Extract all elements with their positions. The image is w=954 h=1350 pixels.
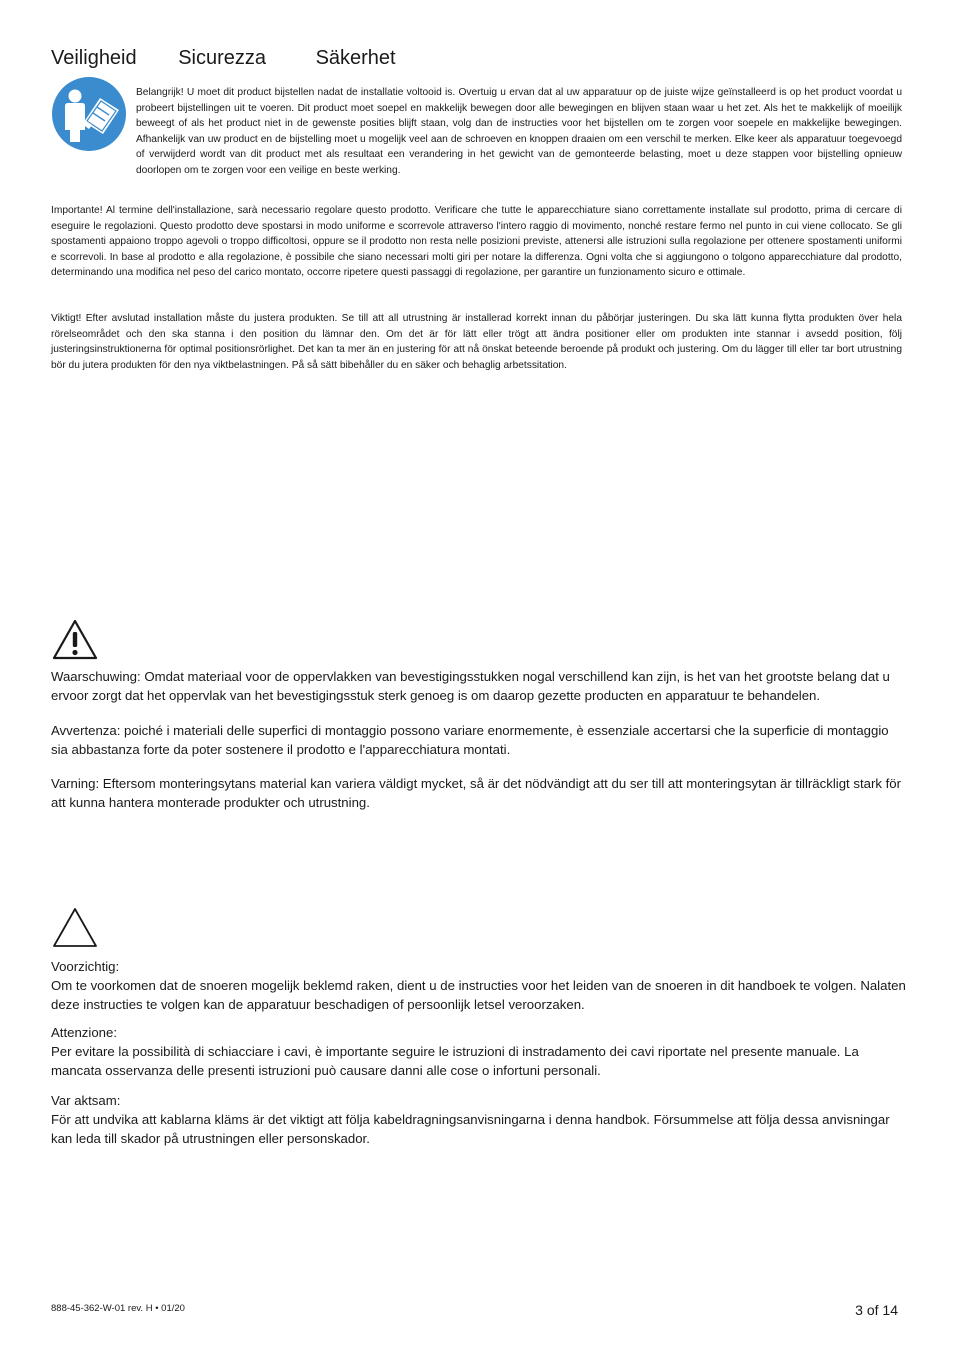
title-swedish: Säkerhet (315, 47, 396, 69)
caution-body-italian: Per evitare la possibilità di schiacciare i cavi, è importante seguire le istruzioni di instradamento dei cavi riportate nel presente manuale. La mancata osservanza delle presenti istruzioni può causare danni alle cose o infortuni personali. (51, 1044, 859, 1078)
important-notice-italian: Importante! Al termine dell'installazione, sarà necessario regolare questo prodotto. Verificare che tutte le apparecchiature siano correttamente installate sul prodotto, prima di cercare di eseguire le regolazioni. Questo prodotto deve spostarsi in modo uniforme e scorrevole attraverso l'intero raggio di movimento, nonché restare fermo nel punto in cui viene collocato. Se gli spostamenti appaiono troppo agevoli o troppo difficoltosi, oppure se il prodotto non resta nelle posizioni previste, attenersi alle istruzioni sulla regolazione per ottenere spostamenti uniformi e scorrevoli. In base al prodotto e alla regolazione, è possibile che siano necessari molti giri per notare la differenza. Ogni volta che si aggiungono o tolgono apparecchiature dal prodotto, determinando una modifica nel peso del carico montato, occorre ripetere questi passaggi di regolazione, per garantire un funzionamento sicuro e ottimale. (51, 205, 902, 278)
read-manual-icon (51, 76, 127, 152)
caution-body-dutch: Om te voorkomen dat de snoeren mogelijk beklemd raken, dient u de instructies voor het leiden van de snoeren in dit handboek te volgen. Nalaten deze instructies te volgen kan de apparatuur beschadigen of persoonlijk letsel veroorzaken. (51, 978, 906, 1012)
caution-dutch (51, 957, 906, 1014)
caution-heading-swedish: Var aktsam: (51, 1093, 121, 1108)
page-titles (51, 47, 396, 70)
warning-italian: Avvertenza: poiché i materiali delle superfici di montaggio possono variare enormemente, è essenziale accertarsi che la superficie di montaggio sia abbastanza forte da poter sostenere il prodotto e l'apparecchiatura montati. (51, 723, 889, 757)
caution-heading-italian: Attenzione: (51, 1025, 117, 1040)
caution-heading-dutch: Voorzichtig: (51, 959, 120, 974)
caution-triangle-icon (51, 906, 99, 949)
important-notice-swedish: Viktigt! Efter avslutad installation måste du justera produkten. Se till att all utrustning är installerad korrekt innan du påbörjar justeringen. Du ska lätt kunna flytta produkten över hela rörelseområdet och den ska stanna i den position du lämnar den. Om det är för lätt eller trögt att ändra positioner eller om produkten inte stannar i avsedd position, följ justeringsinstruktionerna för optimal positionsrörlighet. Det kan ta mer än en justering för att nå önskat beteende beroende på produkt och justering. Om du lägger till eller tar bort utrustning bör du jutera produkten för den nya viktbelastningen. På så sätt bibehåller du en säker och behaglig arbetssitation. (51, 313, 902, 371)
document-code: 888-45-362-W-01 rev. H • 01/20 (51, 1303, 185, 1314)
warning-dutch: Waarschuwing: Omdat materiaal voor de oppervlakken van bevestigingsstukken nogal verschillend kan zijn, is het van het grootste belang dat u ervoor zorgt dat het oppervlak van het bevestigingsstuk sterk genoeg is om daarop gezette producten en apparatuur te behandelen. (51, 669, 890, 703)
title-dutch: Veiligheid (51, 47, 137, 69)
caution-swedish (51, 1091, 906, 1148)
title-italian: Sicurezza (178, 47, 266, 69)
caution-italian (51, 1023, 906, 1080)
page-number: 3 of 14 (855, 1302, 898, 1318)
warning-exclamation-icon (51, 618, 99, 661)
warning-swedish: Varning: Eftersom monteringsytans material kan variera väldigt mycket, så är det nödvändigt att du ser till att monteringsytan är tillräckligt stark för att kunna hantera monterade produkter och utrustning. (51, 776, 901, 810)
caution-body-swedish: För att undvika att kablarna kläms är det viktigt att följa kabeldragningsanvisningarna i denna handbok. Försummelse att följa dessa anvisningar kan leda till skador på utrustningen eller personskador. (51, 1112, 890, 1146)
important-notice-dutch: Belangrijk! U moet dit product bijstellen nadat de installatie voltooid is. Overtuig u ervan dat al uw apparatuur op de juiste wijze geïnstalleerd is op het product voordat u probeert bijstellingen uit te voeren. Dit product moet soepel en makkelijk bewegen door alle bewegingen en blijven staan waar u het zet. Als het te makkelijk of moeilijk beweegt of als het product niet in de gewenste posities blijft staan, volg dan de instructies voor het bijstellen om te zorgen voor soepele en makkelijke bewegingen. Afhankelijk van uw product en de bijstelling moet u mogelijk veel aan de schroeven en knoppen draaien om een verschil te merken. Elke keer als apparatuur toegevoegd of verwijderd wordt van dit product met als resultaat een verandering in het gewicht van de gemonteerde belasting, moet u deze stappen voor bijstelling opnieuw doorlopen om te zorgen voor een veilige en beste werking. (136, 87, 902, 176)
